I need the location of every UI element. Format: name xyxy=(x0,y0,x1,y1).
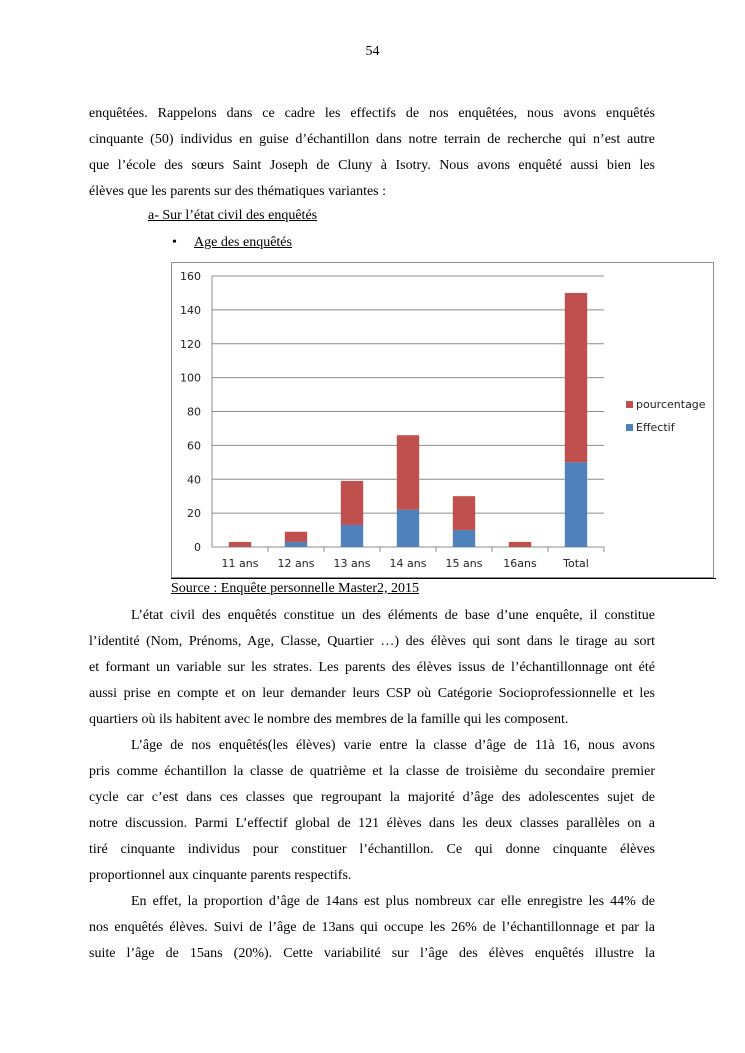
y-tick-label: 120 xyxy=(180,337,201,351)
bar-effectif xyxy=(397,510,419,547)
x-tick-label: 14 ans xyxy=(389,557,427,570)
page-number: 54 xyxy=(365,44,380,59)
bullet-icon: • xyxy=(172,235,177,250)
bar-effectif xyxy=(285,542,307,547)
y-tick-label: 80 xyxy=(187,405,201,419)
bullet-item xyxy=(172,235,292,251)
y-tick-label: 60 xyxy=(187,439,201,453)
bar-pourcentage xyxy=(565,293,587,462)
bar-pourcentage xyxy=(509,542,531,547)
x-tick-label: 11 ans xyxy=(221,557,259,570)
y-tick-label: 0 xyxy=(194,541,201,554)
text-line: notre discussion. Parmi L’effectif global de 121 élèves dans les deux classes parallèles on a xyxy=(89,816,655,831)
section-heading: a- Sur l’état civil des enquêtés xyxy=(148,208,318,223)
paragraph-age xyxy=(89,733,655,889)
text-line: cycle car c’est dans ces classes que regroupant la majorité d’âge des adolescentes sujet de xyxy=(89,790,655,805)
bar-pourcentage xyxy=(453,496,475,530)
y-tick-label: 40 xyxy=(187,473,201,487)
text-line: proportionnel aux cinquante parents respectifs. xyxy=(89,868,352,883)
x-tick-label: 16ans xyxy=(503,557,537,570)
text-line: enquêtées. Rappelons dans ce cadre les effectifs de nos enquêtées, nous avons enquêtés xyxy=(89,106,655,121)
intro-paragraph xyxy=(89,101,655,205)
text-line: cinquante (50) individus en guise d’échantillon dans notre terrain de recherche qui n’est autre xyxy=(89,132,655,147)
bar-effectif xyxy=(565,462,587,547)
text-line: que l’école des sœurs Saint Joseph de Cluny à Isotry. Nous avons enquêté aussi bien les xyxy=(89,158,655,173)
chart-source: Source : Enquête personnelle Master2, 2015 xyxy=(171,581,420,596)
bar-effectif xyxy=(453,530,475,547)
paragraph-etat-civil xyxy=(89,603,655,733)
y-tick-label: 100 xyxy=(180,371,201,385)
legend-swatch xyxy=(626,401,633,408)
text-line: quartiers où ils habitent avec le nombre des membres de la famille qui les composent. xyxy=(89,712,569,727)
x-tick-label: 12 ans xyxy=(277,557,315,570)
x-tick-label: 13 ans xyxy=(333,557,371,570)
chart-canvas xyxy=(172,263,715,579)
bullet-text: Age des enquêtés xyxy=(194,235,292,250)
text-line: L’âge de nos enquêtés(les élèves) varie entre la classe d’âge de 11à 16, nous avons xyxy=(131,738,655,753)
bar-effectif xyxy=(341,525,363,547)
text-line: aussi prise en compte et on leur demander leurs CSP où Catégorie Socioprofessionnelle et les xyxy=(89,686,655,701)
text-line: L’état civil des enquêtés constitue un des éléments de base d’une enquête, il constitue xyxy=(131,608,655,623)
legend-swatch xyxy=(626,424,633,431)
age-chart xyxy=(171,262,714,578)
legend-label: pourcentage xyxy=(636,398,706,411)
bar-pourcentage xyxy=(285,532,307,542)
text-line: tiré cinquante individus pour constituer l’échantillon. Ce qui donne cinquante élèves xyxy=(89,842,655,857)
text-line: élèves que les parents sur des thématiques variantes : xyxy=(89,184,387,199)
y-tick-label: 160 xyxy=(180,270,201,283)
y-tick-label: 140 xyxy=(180,303,201,317)
text-line: pris comme échantillon la classe de quatrième et la classe de troisième du secondaire premier xyxy=(89,764,655,779)
text-line: suite l’âge de 15ans (20%). Cette variabilité sur l’âge des élèves enquêtés illustre la xyxy=(89,946,655,961)
text-line: l’identité (Nom, Prénoms, Age, Classe, Quartier …) des élèves qui sont dans le tirage au sort xyxy=(89,634,655,649)
text-line: En effet, la proportion d’âge de 14ans est plus nombreux car elle enregistre les 44% de xyxy=(131,894,655,909)
bar-pourcentage xyxy=(341,481,363,525)
x-tick-label: 15 ans xyxy=(445,557,483,570)
bar-pourcentage xyxy=(229,542,251,547)
bar-pourcentage xyxy=(397,435,419,510)
chart-underline xyxy=(171,578,716,579)
paragraph-proportion xyxy=(89,889,655,967)
text-line: nos enquêtés élèves. Suivi de l’âge de 13ans qui occupe les 26% de l’échantillonnage et par la xyxy=(89,920,655,935)
x-tick-label: Total xyxy=(563,557,589,570)
legend-label: Effectif xyxy=(636,421,675,434)
text-line: et formant un variable sur les strates. Les parents des élèves issus de l’échantillonnage ont été xyxy=(89,660,655,675)
y-tick-label: 20 xyxy=(187,507,201,521)
